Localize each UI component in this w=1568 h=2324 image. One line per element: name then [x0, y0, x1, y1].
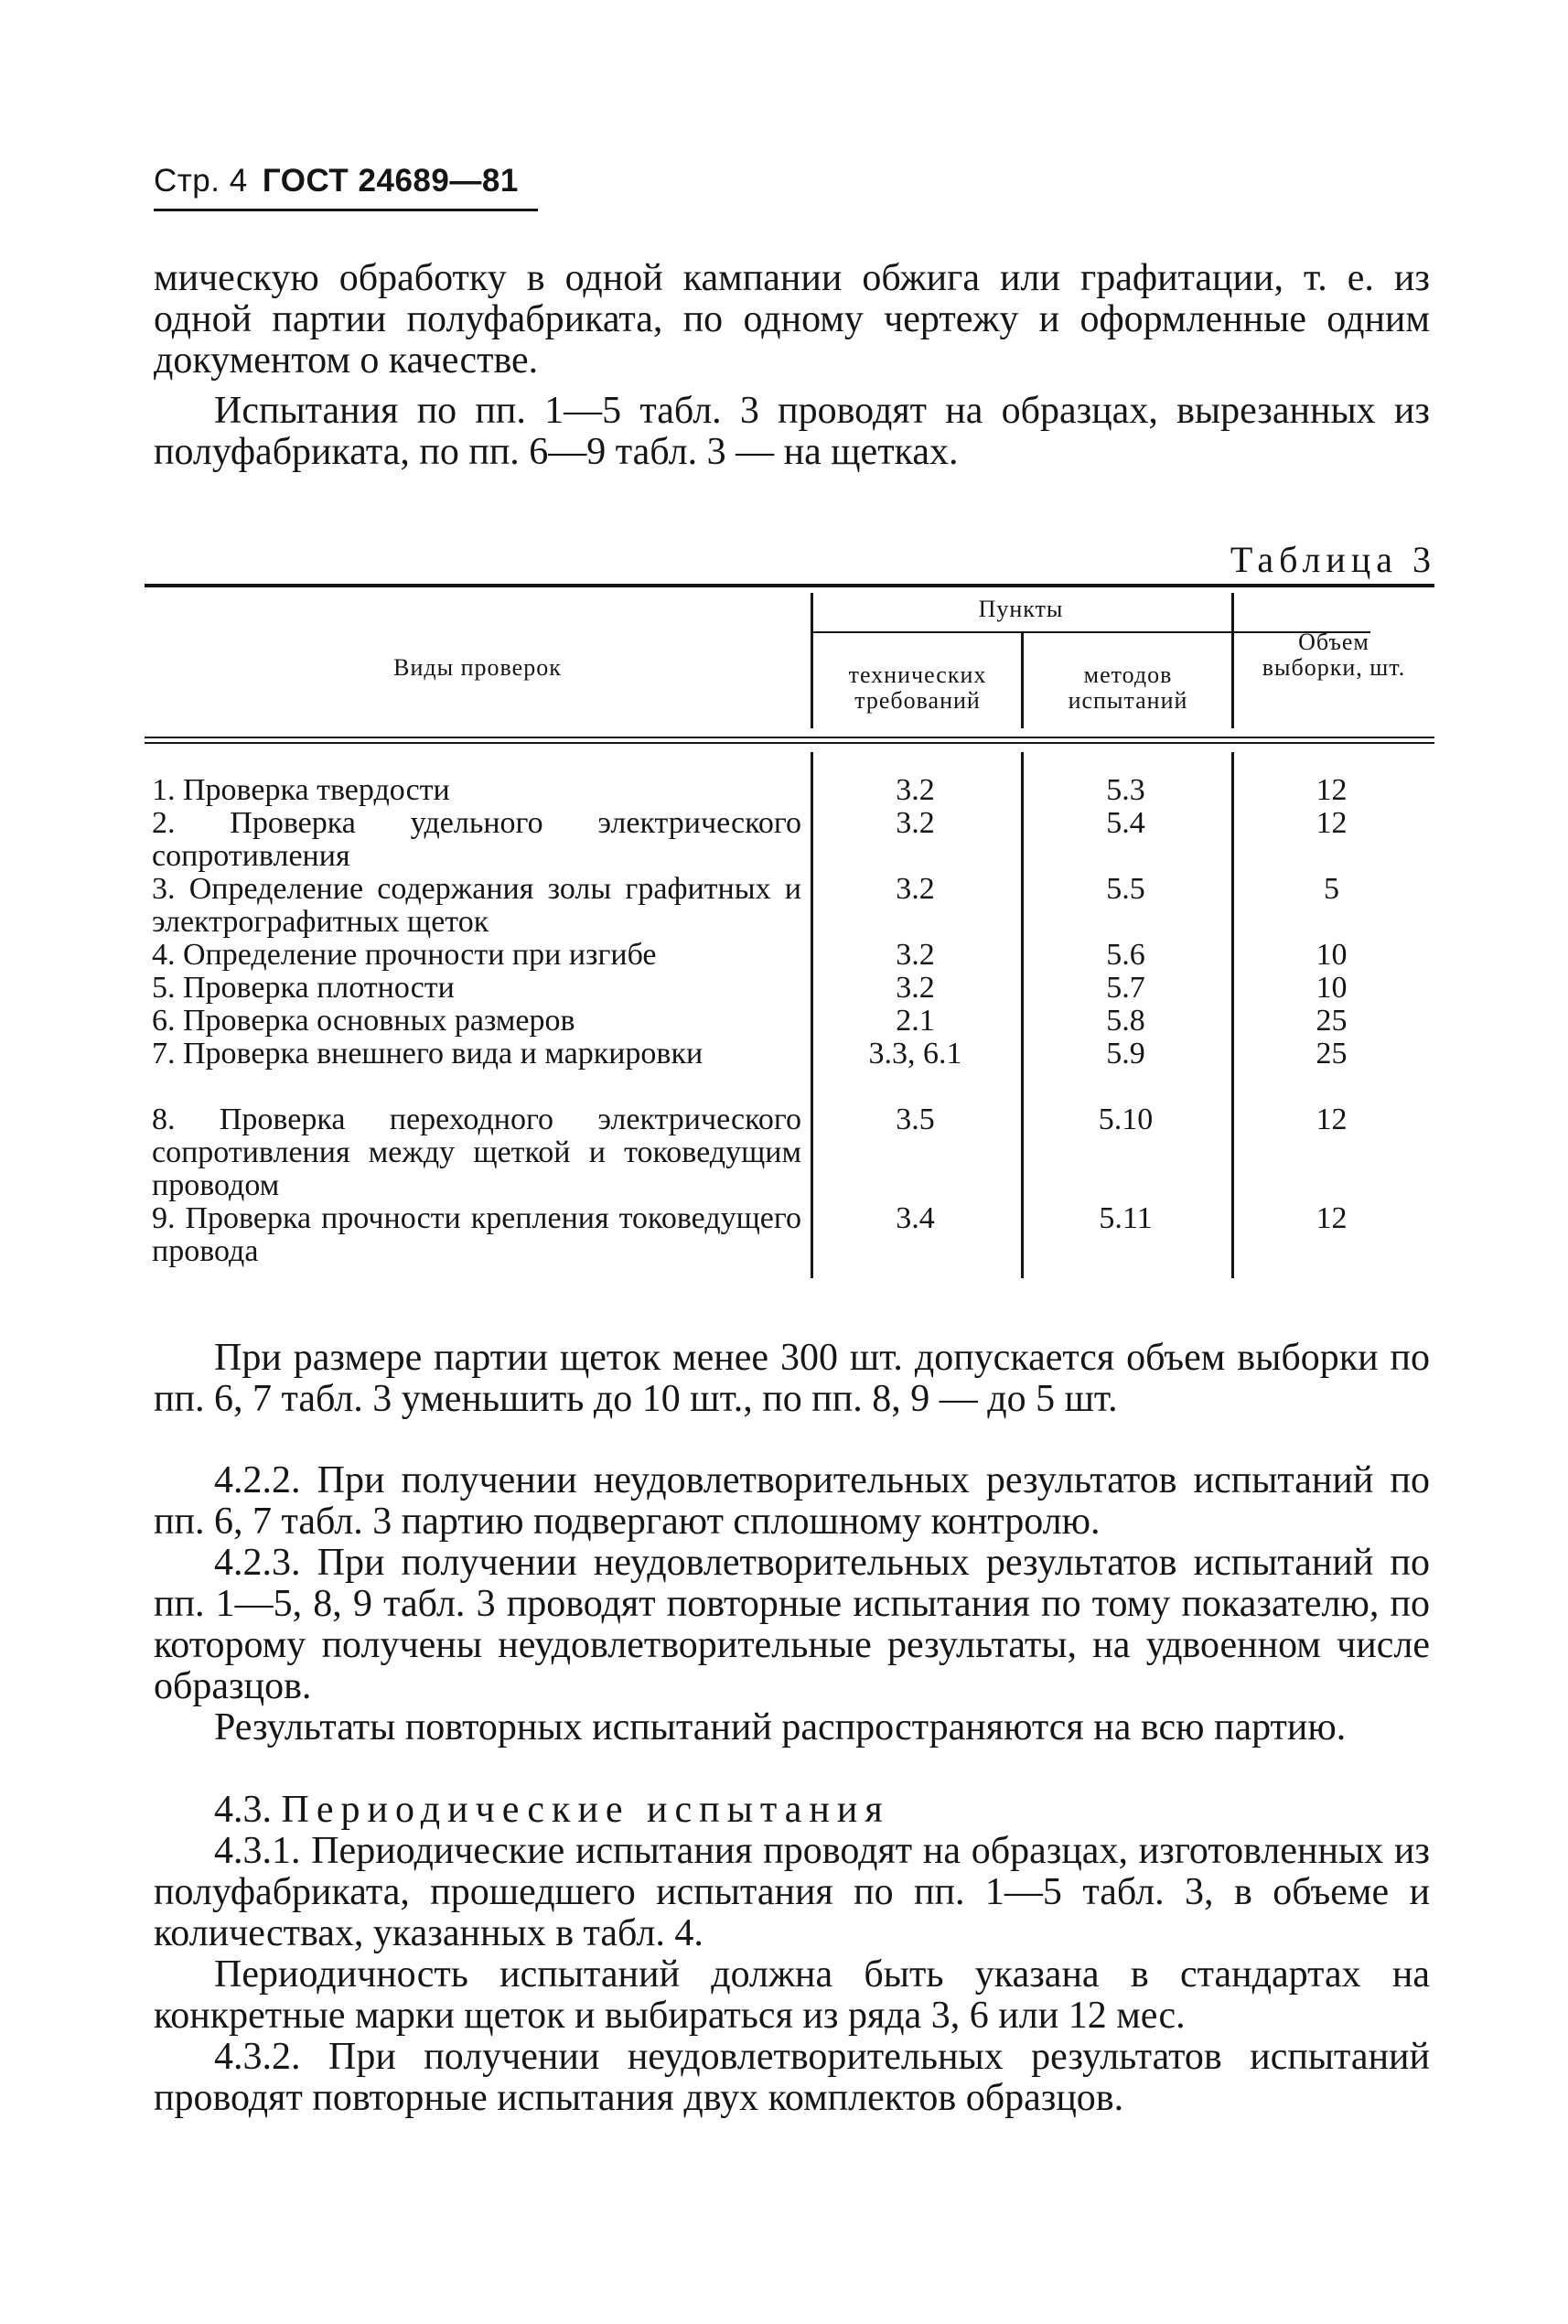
sample-volume: 10 [1316, 938, 1348, 972]
section-number: 4.3. [214, 1789, 272, 1831]
col-divider-body-3 [1231, 752, 1234, 1278]
header-test-methods: методов испытаний [1068, 662, 1188, 714]
check-name: 7. Проверка внешнего вида и маркировки [152, 1037, 703, 1071]
standard-number: ГОСТ 24689—81 [262, 163, 519, 199]
method-point: 5.4 [1106, 806, 1145, 840]
method-point: 5.9 [1106, 1037, 1145, 1071]
sample-volume: 25 [1316, 1037, 1348, 1071]
method-point: 5.5 [1106, 872, 1145, 906]
sample-volume: 25 [1316, 1004, 1348, 1038]
paragraph-4-3-2: 4.3.2. При получении неудовлетворительных результатов испытаний проводят повторные испытания двух комплектов образцов. [154, 2036, 1430, 2119]
paragraph-4-2-2: 4.2.2. При получении неудовлетворительных результатов испытаний по пп. 6, 7 табл. 3 партию подвергают сплошному контролю. [154, 1459, 1430, 1543]
check-name: 5. Проверка плотности [152, 971, 455, 1005]
section-title: Периодические испытания [281, 1789, 890, 1831]
method-point: 5.10 [1098, 1103, 1154, 1136]
tech-point: 2.1 [896, 1004, 935, 1038]
tech-point: 3.2 [896, 971, 935, 1005]
paragraph-4-2-3: 4.2.3. При получении неудовлетворительных результатов испытаний по пп. 1—5, 8, 9 табл. 3 проводят повторные испытания по тому показателю, по которому получены неудовлетворительные результаты, на удвоенном числе образцов. [154, 1542, 1430, 1707]
check-name: 8. Проверка переходного электрического сопротивления между щеткой и токоведущим проводом [152, 1103, 801, 1202]
sample-volume: 12 [1316, 1201, 1348, 1235]
tech-point: 3.5 [896, 1103, 935, 1136]
paragraph-periodicity: Периодичность испытаний должна быть указана в стандартах на конкретные марки щеток и выбираться из ряда 3, 6 или 12 мес. [154, 1953, 1430, 2037]
paragraph-batch-size: При размере партии щеток менее 300 шт. допускается объем выборки по пп. 6, 7 табл. 3 уменьшить до 10 шт., по пп. 8, 9 — до 5 шт. [154, 1337, 1430, 1420]
method-point: 5.8 [1106, 1004, 1145, 1038]
sample-volume: 12 [1316, 1103, 1348, 1136]
table-header-rule-2 [145, 742, 1434, 744]
sample-volume: 10 [1316, 971, 1348, 1005]
table-top-rule [145, 584, 1434, 587]
tech-point: 3.2 [896, 806, 935, 840]
method-point: 5.11 [1099, 1201, 1153, 1235]
paragraph-tests-samples: Испытания по пп. 1—5 табл. 3 проводят на образцах, вырезанных из полуфабриката, по пп. 6—9 табл. 3 — на щетках. [154, 390, 1430, 473]
table-header-rule-1 [145, 737, 1434, 738]
header-points: Пункты [978, 596, 1064, 622]
check-name: 2. Проверка удельного электрического сопротивления [152, 806, 801, 873]
paragraph-repeat-results: Результаты повторных испытаний распространяются на всю партию. [214, 1706, 1347, 1748]
check-name: 9. Проверка прочности крепления токоведущего провода [152, 1201, 801, 1268]
section-heading [154, 1790, 1430, 1831]
page-number: Стр. 4 [154, 163, 248, 199]
tech-point: 3.2 [896, 938, 935, 972]
sample-volume: 12 [1316, 806, 1348, 840]
header-checks: Виды проверок [393, 654, 562, 681]
tech-point: 3.3, 6.1 [868, 1037, 962, 1071]
sample-volume: 5 [1324, 872, 1339, 906]
check-name: 1. Проверка твердости [152, 773, 450, 807]
col-divider-body-1 [811, 752, 813, 1278]
method-point: 5.7 [1106, 971, 1145, 1005]
col-divider-2 [1021, 633, 1024, 728]
check-name: 4. Определение прочности при изгибе [152, 938, 657, 972]
paragraph-4-3-1: 4.3.1. Периодические испытания проводят на образцах, изготовленных из полуфабриката, прошедшего испытания по пп. 1—5 табл. 3, в объеме и количествах, указанных в табл. 4. [154, 1830, 1430, 1954]
table-caption: Таблица 3 [1230, 539, 1436, 580]
tech-point: 3.2 [896, 773, 935, 807]
check-name: 3. Определение содержания золы графитных и электрографитных щеток [152, 872, 801, 939]
check-name: 6. Проверка основных размеров [152, 1004, 575, 1038]
paragraph-continuation: мическую обработку в одной кампании обжига или графитации, т. е. из одной партии полуфабриката, по одному чертежу и оформленные одним документом о качестве. [154, 257, 1430, 382]
method-point: 5.6 [1106, 938, 1145, 972]
page-header [154, 163, 538, 211]
tech-point: 3.2 [896, 872, 935, 906]
col-divider-3 [1231, 593, 1234, 728]
header-tech-requirements: технических требований [848, 662, 987, 714]
header-sample-volume: Объем выборки, шт. [1262, 629, 1406, 681]
sample-volume: 12 [1316, 773, 1348, 807]
col-divider-body-2 [1021, 752, 1024, 1278]
method-point: 5.3 [1106, 773, 1145, 807]
tech-point: 3.4 [896, 1201, 935, 1235]
